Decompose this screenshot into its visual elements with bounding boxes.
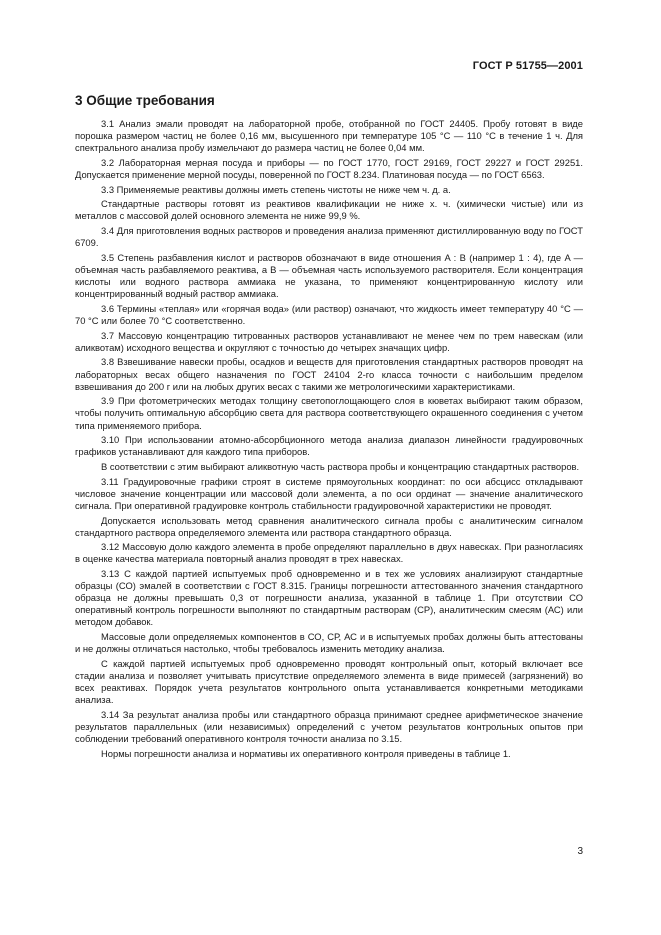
paragraph: Стандартные растворы готовят из реактивов квалификации не ниже х. ч. (химически чистые) или из металлов с массовой долей основного элемента не ниже 99,9 %. [75,198,583,222]
document-code: ГОСТ Р 51755—2001 [472,60,583,72]
paragraph: В соответствии с этим выбирают аликвотную часть раствора пробы и концентрацию стандартных растворов. [101,460,580,472]
paragraph: 3.3 Применяемые реактивы должны иметь степень чистоты не ниже чем ч. д. а. [101,183,451,195]
paragraph: Массовые доли определяемых компонентов в СО, СР, АС и в испытуемых пробах должны быть аттестованы и не должны отличаться настолько, чтобы требовалось изменить методику анализа. [75,631,583,655]
paragraph: 3.14 За результат анализа пробы или стандартного образца принимают среднее арифметическое значение результатов параллельных (или независимых) определений с учетом результатов контрольных опытов при соблюдении требований оперативного контроля точности анализа по 3.15. [75,708,583,745]
paragraph: 3.8 Взвешивание навески пробы, осадков и веществ для приготовления стандартных растворов проводят на лабораторных весах общего назначения по ГОСТ 24104 2-го класса точности с наибольшим пределом взвешивания до 200 г или на любых других весах с такими же метрологическими характеристиками. [75,356,583,392]
paragraph: 3.1 Анализ эмали проводят на лабораторной пробе, отобранной по ГОСТ 24405. Пробу готовят в виде порошка размером частиц не более 0,16 мм, высушенного при температуре 105 °С — 110 °С в течение 1 ч. Для спектрального анализа пробу измельчают до размера частиц не более 0,04 мм. [75,118,583,154]
paragraph: 3.5 Степень разбавления кислот и растворов обозначают в виде отношения A : B (например 1 : 4), где A — объемная часть разбавляемого реактива, а B — объемная часть используемого растворителя. Если концентрация кислоты или водного раствора аммиака не указана, то применяют концентрированную кислоту или концентрированный водный раствор аммиака. [75,251,583,300]
page-number: 3 [577,846,583,857]
paragraph: 3.4 Для приготовления водных растворов и проведения анализа применяют дистиллированную воду по ГОСТ 6709. [75,225,583,249]
section-body [75,118,583,760]
paragraph: С каждой партией испытуемых проб одновременно проводят контрольный опыт, который включает все стадии анализа и позволяет учитывать присутствие определяемого элемента в виде примесей (загрязнений) во всех реактивах. Порядок учета результатов контрольного опыта устанавливается конкретными методиками анализа. [75,657,583,706]
paragraph: Нормы погрешности анализа и нормативы их оперативного контроля приведены в таблице 1. [101,747,511,759]
paragraph: 3.11 Градуировочные графики строят в системе прямоугольных координат: по оси абсцисс откладывают числовое значение концентрации или массовой доли элемента, а по оси ординат — значение аналитического сигнала. При оперативной градуировке контроль стабильности градуировочной характеристики не проводят. [75,475,583,511]
paragraph: 3.9 При фотометрических методах толщину светопоглощающего слоя в кюветах выбирают таким образом, чтобы получить оптимальную абсорбцию света для раствора соответствующего окрашенного соединения с учетом типа применяемого прибора. [75,395,583,431]
section-title: 3 Общие требования [75,93,215,108]
paragraph: 3.2 Лабораторная мерная посуда и приборы — по ГОСТ 1770, ГОСТ 29169, ГОСТ 29227 и ГОСТ 29251. Допускается применение мерной посуды, поверенной по ГОСТ 8.234. Платиновая посуда — по ГОСТ 6563. [75,156,583,180]
paragraph: 3.6 Термины «теплая» или «горячая вода» (или раствор) означают, что жидкость имеет температуру 40 °С — 70 °С или более 70 °С соответственно. [75,302,583,326]
paragraph: Допускается использовать метод сравнения аналитического сигнала пробы с аналитическим сигналом стандартного раствора определяемого элемента или раствора стандартного образца. [75,514,583,538]
paragraph: 3.12 Массовую долю каждого элемента в пробе определяют параллельно в двух навесках. При разногласиях в оценке качества материала повторный анализ проводят в трех навесках. [75,541,583,565]
paragraph: 3.7 Массовую концентрацию титрованных растворов устанавливают не менее чем по трем навескам (или аликвотам) исходного вещества и округляют с точностью до четырех значащих цифр. [75,329,583,353]
paragraph: 3.10 При использовании атомно-абсорбционного метода анализа диапазон линейности градуировочных графиков устанавливают для каждого типа приборов. [75,434,583,458]
paragraph: 3.13 С каждой партией испытуемых проб одновременно и в тех же условиях анализируют стандартные образцы (СО) эмалей в соответствии с ГОСТ 8.315. Границы погрешности аттестованного значения стандартного образца не должны превышать 0,3 от погрешности анализа, указанной в таблице 1. При отсутствии СО оперативный контроль погрешности выполняют по стандартным растворам (СР), аналитическим смесям (АС) или методом добавок. [75,568,583,628]
